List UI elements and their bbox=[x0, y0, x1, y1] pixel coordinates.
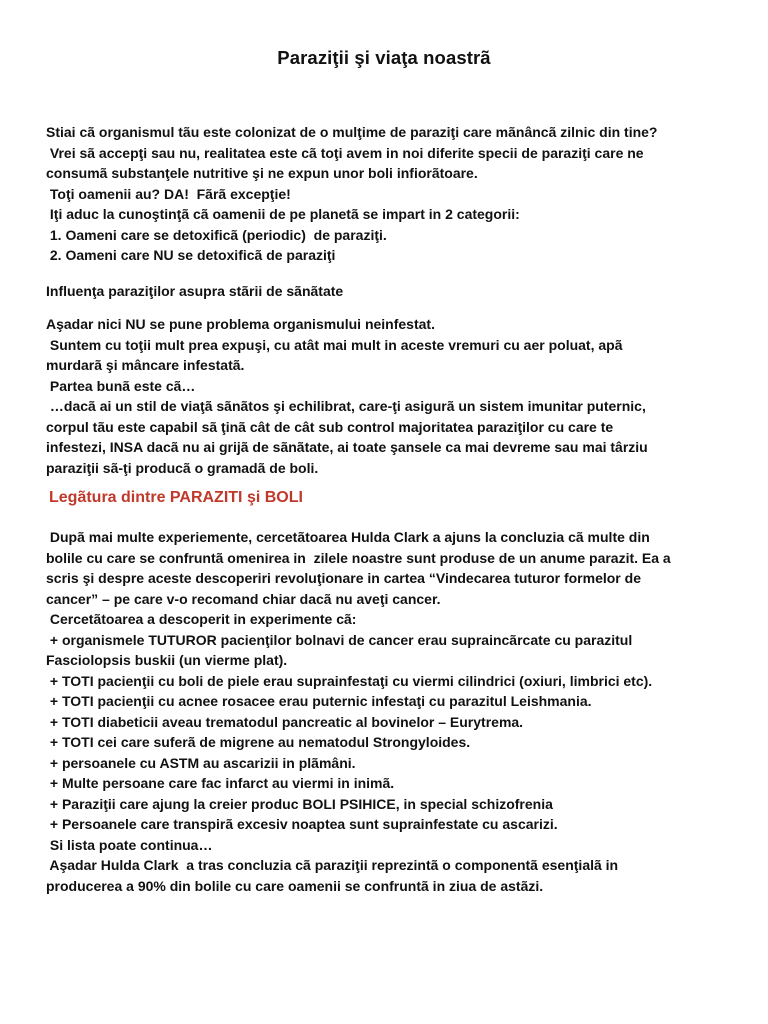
text-line: Fasciolopsis buskii (un vierme plat). bbox=[46, 652, 288, 668]
list-item: + Multe persoane care fac infarct au viermi in inimã. bbox=[46, 775, 395, 791]
list-item: + Paraziţii care ajung la creier produc BOLI PSIHICE, in special schizofrenia bbox=[46, 795, 553, 812]
list-item: + TOTI diabeticii aveau trematodul pancreatic al bovinelor – Eurytrema. bbox=[46, 713, 524, 730]
influence-paragraph bbox=[46, 314, 736, 478]
list-item: + TOTI pacienţii cu boli de piele erau suprainfestaţi cu viermi cilindrici (oxiuri, limbrici etc). bbox=[46, 672, 653, 689]
text-line: Toţi oamenii au? DA! Fãrã excepţie! bbox=[46, 185, 291, 202]
text-line: Stiai cã organismul tãu este colonizat de o mulţime de paraziţi care mãnâncã zilnic din tine? bbox=[46, 124, 658, 140]
list-item: + organismele TUTUROR pacienţilor bolnavi de cancer erau supraincãrcate cu parazitul bbox=[46, 631, 633, 648]
red-section-heading: Legãtura dintre PARAZITI şi BOLI bbox=[49, 489, 303, 506]
text-line: Aşadar nici NU se pune problema organismului neinfestat. bbox=[46, 316, 435, 332]
text-line: 1. Oameni care se detoxificã (periodic) de paraziţi. bbox=[46, 226, 387, 243]
text-line: Si lista poate continua… bbox=[46, 836, 213, 853]
section-heading: Influenţa paraziţilor asupra stãrii de sãnãtate bbox=[46, 283, 344, 299]
text-line: Dupã mai multe experiemente, cercetãtoarea Hulda Clark a ajuns la concluzia cã multe din bbox=[46, 529, 650, 545]
influence-heading bbox=[46, 281, 736, 302]
text-line: consumã substanţele nutritive şi ne expun unor boli infiorãtoare. bbox=[46, 165, 478, 181]
list-item: + persoanele cu ASTM au ascarizii in plãmâni. bbox=[46, 754, 356, 771]
text-line: murdarã şi mâncare infestatã. bbox=[46, 357, 245, 373]
text-line: Vrei sã accepţi sau nu, realitatea este cã toţi avem in noi diferite specii de paraziţi care ne bbox=[46, 144, 644, 161]
list-item: + TOTI pacienţii cu acnee rosacee erau puternic infestaţi cu parazitul Leishmania. bbox=[46, 693, 592, 709]
text-line: Iţi aduc la cunoştinţã cã oamenii de pe planetã se impart in 2 categorii: bbox=[46, 206, 520, 222]
links-paragraph bbox=[46, 527, 736, 896]
text-line: Partea bunã este cã… bbox=[46, 377, 196, 394]
text-line: corpul tãu este capabil sã ţinã cât de cât sub control majoritatea paraziţilor cu care te bbox=[46, 418, 614, 435]
text-line: scris şi despre aceste descoperiri revoluţionare in cartea “Vindecarea tuturor formelor de bbox=[46, 570, 641, 586]
text-line: …dacã ai un stil de viaţã sãnãtos şi echilibrat, care-ţi asigurã un sistem imunitar puternic, bbox=[46, 398, 646, 414]
list-item: + Persoanele care transpirã excesiv noaptea sunt suprainfestate cu ascarizi. bbox=[46, 816, 558, 832]
text-line: producerea a 90% din bolile cu care oamenii se confruntã in ziua de astãzi. bbox=[46, 877, 544, 894]
list-item: + TOTI cei care suferã de migrene au nematodul Strongyloides. bbox=[46, 734, 471, 750]
document-title: Paraziţii şi viaţa noastrã bbox=[277, 47, 491, 68]
text-line: Aşadar Hulda Clark a tras concluzia cã paraziţii reprezintã o componentã esenţialã in bbox=[46, 857, 619, 873]
intro-paragraph bbox=[46, 122, 736, 266]
text-line: bolile cu care se confruntã omenirea in zilele noastre sunt produse de un anume parazit. Ea a bbox=[46, 549, 671, 566]
text-line: 2. Oameni care NU se detoxificã de paraziţi bbox=[46, 247, 336, 263]
text-line: Suntem cu toţii mult prea expuşi, cu atât mai mult in aceste vremuri cu aer poluat, apã bbox=[46, 336, 623, 353]
text-line: paraziţii sã-ţi producã o gramadã de boli. bbox=[46, 459, 319, 476]
text-line: Cercetãtoarea a descoperit in experimente cã: bbox=[46, 611, 357, 627]
text-line: infestezi, INSA dacã nu ai grijã de sãnãtate, ai toate şansele ca mai devreme sau mai târziu bbox=[46, 439, 648, 455]
text-line: cancer” – pe care v-o recomand chiar dacã nu aveţi cancer. bbox=[46, 590, 441, 607]
